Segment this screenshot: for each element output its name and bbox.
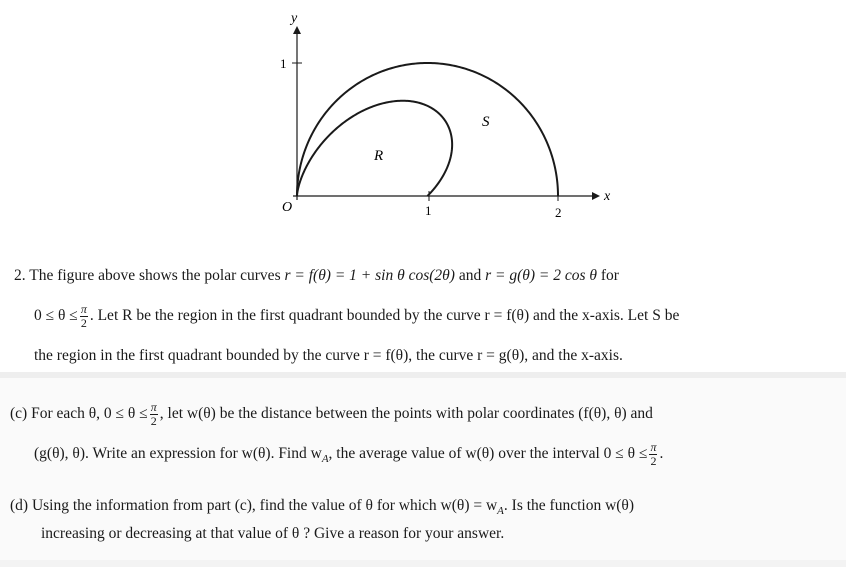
bottom-strip [0,560,846,567]
tick-label-x-2: 2 [555,205,562,220]
problem-statement [14,256,840,376]
part-d-label: (d) [10,497,29,514]
part-d-line2: increasing or decreasing at that value of θ ? Give a reason for your answer. [41,525,505,542]
tick-label-y-1: 1 [280,56,287,71]
part-c-fraction-1: $\frac{\pi}{2}$ [150,399,157,428]
y-axis-arrow [293,26,301,34]
problem-line1-c: and [458,267,482,284]
polar-curves-figure [0,0,846,250]
part-c-fraction-2: $\frac{\pi}{2}$ [650,439,657,468]
origin-label: O [282,200,293,215]
part-d [10,492,840,548]
problem-number: 2. [14,267,26,284]
part-c-subscript: A [321,453,329,466]
problem-curve-g: r = g(θ) = 2 cos θ [485,267,598,284]
part-d-line1-a: Using the information from part (c), find the value of θ for which w(θ) = w [31,497,498,514]
problem-line1-a: The figure above shows the polar curves [29,267,281,284]
problem-curve-f: r = f(θ) = 1 + sin θ cos(2θ) [284,267,455,284]
part-c-line1-a: For each θ, 0 ≤ θ ≤ [31,405,148,422]
parts-panel [0,372,846,567]
axis-label-x: x [604,189,611,204]
part-c-line2-a: (g(θ), θ). Write an expression for w(θ). Find w [34,445,322,462]
tick-label-x-1: 1 [425,203,432,218]
part-d-line1-b: . Is the function w(θ) [503,497,635,514]
region-label-S: S [482,114,490,130]
part-c-line2-end: . [659,445,664,462]
part-c-line1-b: , let w(θ) be the distance between the points with polar coordinates (f(θ), θ) and [159,405,653,422]
axis-label-y: y [291,11,298,26]
pi-over-2-fraction: $\frac{\pi}{2}$ [80,301,87,330]
problem-line1-e: for [600,267,619,284]
part-c-label: (c) [10,405,28,422]
x-axis-arrow [592,192,600,200]
problem-line3: the region in the first quadrant bounded by the curve r = f(θ), the curve r = g(θ), and the x-axis. [34,347,623,364]
part-d-subscript: A [497,505,504,518]
problem-line2-a: 0 ≤ θ ≤ [34,307,78,324]
part-c-line2-b: , the average value of w(θ) over the interval 0 ≤ θ ≤ [328,445,648,462]
region-label-R: R [374,148,384,164]
problem-line2-b: . Let R be the region in the first quadrant bounded by the curve r = f(θ) and the x-axis. Let S be [89,307,680,324]
part-c [10,394,840,474]
